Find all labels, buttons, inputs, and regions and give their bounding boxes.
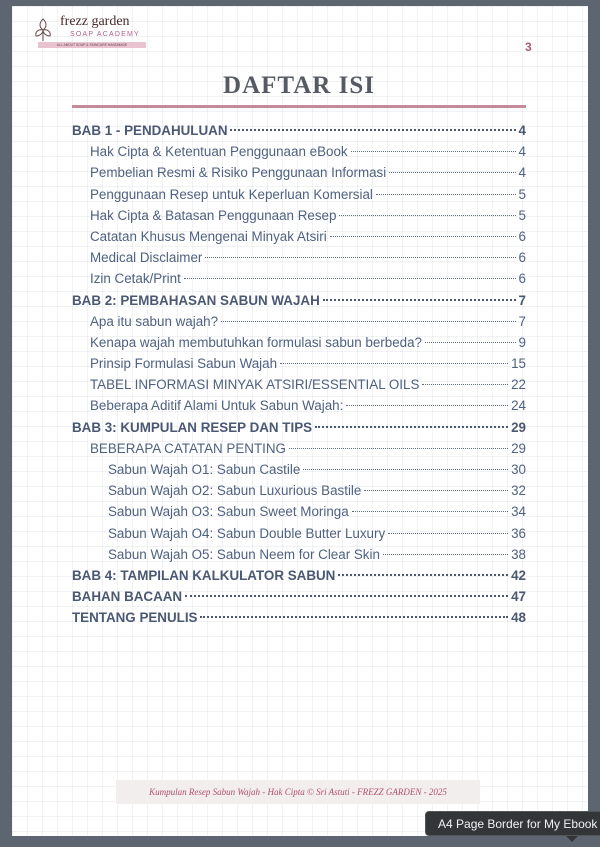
toc-page-number: 5 <box>518 207 526 223</box>
toc-chapter-entry[interactable] <box>72 568 526 589</box>
toc-entry-title: Sabun Wajah O5: Sabun Neem for Clear Skin <box>108 546 380 562</box>
toc-entry-title: BEBERAPA CATATAN PENTING <box>90 440 286 456</box>
toc-page-number: 5 <box>518 186 526 202</box>
toc-entry-title: Izin Cetak/Print <box>90 271 181 287</box>
toc-chapter-entry[interactable] <box>72 610 526 631</box>
toc-entry-title: Sabun Wajah O2: Sabun Luxurious Bastile <box>108 483 362 499</box>
toc-page-number: 24 <box>511 398 526 414</box>
toc-dot-leader <box>185 595 508 597</box>
toc-dot-leader <box>364 490 508 491</box>
flower-logo-icon <box>30 16 56 42</box>
toc-page-number: 15 <box>511 356 526 372</box>
toc-page-number: 9 <box>518 334 526 350</box>
toc-page-number: 38 <box>511 546 526 562</box>
toc-dot-leader <box>388 533 508 534</box>
toc-page-number: 7 <box>518 313 526 329</box>
brand-subtitle: SOAP ACADEMY <box>70 31 140 38</box>
toc-entry-title: BAB 4: TAMPILAN KALKULATOR SABUN <box>72 567 336 583</box>
toc-entry[interactable] <box>72 165 526 186</box>
page-title: DAFTAR ISI <box>223 72 375 99</box>
toc-entry-title: Prinsip Formulasi Sabun Wajah <box>90 356 278 372</box>
toc-page-number: 34 <box>511 504 526 520</box>
toc-entry-title: TENTANG PENULIS <box>72 610 198 626</box>
toc-entry[interactable] <box>72 356 526 377</box>
toc-page-number: 29 <box>511 440 526 456</box>
toc-page-number: 4 <box>518 165 526 181</box>
toc-entry-title: Sabun Wajah O4: Sabun Double Butter Luxury <box>108 525 386 541</box>
toc-page-number: 42 <box>511 567 526 583</box>
toc-entry-title: Sabun Wajah O1: Sabun Castile <box>108 462 301 477</box>
toc-dot-leader <box>352 511 508 512</box>
toc-entry[interactable] <box>72 547 526 568</box>
toc-dot-leader <box>351 151 516 152</box>
toc-page-number: 29 <box>511 419 526 435</box>
toc-entry-title: Beberapa Aditif Alami Untuk Sabun Wajah: <box>90 398 344 414</box>
toc-entry-title: BAB 3: KUMPULAN RESEP DAN TIPS <box>72 419 313 435</box>
toc-page-number: 22 <box>511 377 526 393</box>
toc-page-number: 36 <box>511 525 526 541</box>
toc-entry[interactable] <box>72 187 526 208</box>
toc-chapter-entry[interactable] <box>72 420 526 441</box>
toc-entry-title: Medical Disclaimer <box>90 250 203 266</box>
toc-entry[interactable] <box>72 441 526 462</box>
toc-entry-title: BAB 2: PEMBAHASAN SABUN WAJAH <box>72 292 320 308</box>
toc-entry-title: BAHAN BACAAN <box>72 589 183 605</box>
toc-chapter-entry[interactable] <box>72 123 526 144</box>
toc-dot-leader <box>383 554 508 555</box>
toc-dot-leader <box>422 384 508 385</box>
toc-dot-leader <box>221 321 515 322</box>
toc-page-number: 6 <box>518 271 526 287</box>
toc-dot-leader <box>315 426 508 428</box>
toc-page-number: 47 <box>511 589 526 605</box>
toc-dot-leader <box>389 172 515 173</box>
toc-dot-leader <box>280 363 508 364</box>
toc-dot-leader <box>184 278 516 279</box>
toc-entry-title: Kenapa wajah membutuhkan formulasi sabun berbeda? <box>90 334 423 350</box>
toc-entry-title: Hak Cipta & Batasan Penggunaan Resep <box>90 207 337 223</box>
title-divider <box>72 105 526 108</box>
toc-entry[interactable] <box>72 271 526 292</box>
toc-entry-title: TABEL INFORMASI MINYAK ATSIRI/ESSENTIAL OILS <box>90 377 420 393</box>
toc-entry[interactable] <box>72 504 526 525</box>
brand-name: frezz garden <box>60 14 130 29</box>
toc-entry-title: Sabun Wajah O3: Sabun Sweet Moringa <box>108 504 349 520</box>
toc-entry[interactable] <box>72 526 526 547</box>
toc-dot-leader <box>200 616 508 618</box>
table-of-contents <box>72 123 526 632</box>
toc-chapter-entry[interactable] <box>72 589 526 610</box>
toc-dot-leader <box>289 448 508 449</box>
document-page <box>12 6 588 836</box>
toc-page-number: 48 <box>511 610 526 626</box>
tooltip: A4 Page Border for My Ebook <box>425 811 600 836</box>
toc-page-number: 7 <box>518 292 526 308</box>
toc-page-number: 4 <box>518 123 526 138</box>
toc-page-number: 30 <box>511 462 526 477</box>
toc-dot-leader <box>338 574 508 576</box>
brand-tagline: ALL ABOUT SOAP & SKINCARE HANDMADE <box>38 42 146 48</box>
toc-entry[interactable] <box>72 335 526 356</box>
toc-entry[interactable] <box>72 229 526 250</box>
toc-dot-leader <box>323 299 516 301</box>
toc-entry-title: Catatan Khusus Mengenai Minyak Atsiri <box>90 228 327 244</box>
page-number: 3 <box>525 40 532 54</box>
toc-entry-title: Hak Cipta & Ketentuan Penggunaan eBook <box>90 144 348 160</box>
toc-page-number: 6 <box>518 228 526 244</box>
toc-dot-leader <box>346 405 508 406</box>
toc-entry-title: Penggunaan Resep untuk Keperluan Komersial <box>90 186 373 202</box>
toc-dot-leader <box>303 469 508 470</box>
toc-page-number: 32 <box>511 483 526 499</box>
toc-entry[interactable] <box>72 462 526 483</box>
toc-entry-title: Pembelian Resmi & Risiko Penggunaan Informasi <box>90 165 387 181</box>
toc-chapter-entry[interactable] <box>72 293 526 314</box>
toc-dot-leader <box>330 236 516 237</box>
toc-dot-leader <box>339 215 515 216</box>
toc-entry-title: Apa itu sabun wajah? <box>90 313 219 329</box>
toc-entry[interactable] <box>72 398 526 419</box>
toc-dot-leader <box>376 194 516 195</box>
tooltip-arrow <box>566 836 578 842</box>
toc-dot-leader <box>425 342 516 343</box>
toc-page-number: 6 <box>518 250 526 266</box>
page-footer: Kumpulan Resep Sabun Wajah - Hak Cipta © Sri Astuti - FREZZ GARDEN - 2025 <box>116 780 480 804</box>
toc-entry[interactable] <box>72 250 526 271</box>
toc-entry[interactable] <box>72 144 526 165</box>
brand-logo <box>30 14 150 52</box>
toc-entry-title: BAB 1 - PENDAHULUAN <box>72 123 228 138</box>
toc-entry[interactable] <box>72 483 526 504</box>
toc-page-number: 4 <box>518 144 526 160</box>
toc-dot-leader <box>205 257 515 258</box>
toc-entry[interactable] <box>72 377 526 398</box>
toc-entry[interactable] <box>72 208 526 229</box>
toc-dot-leader <box>230 129 515 131</box>
toc-entry[interactable] <box>72 314 526 335</box>
